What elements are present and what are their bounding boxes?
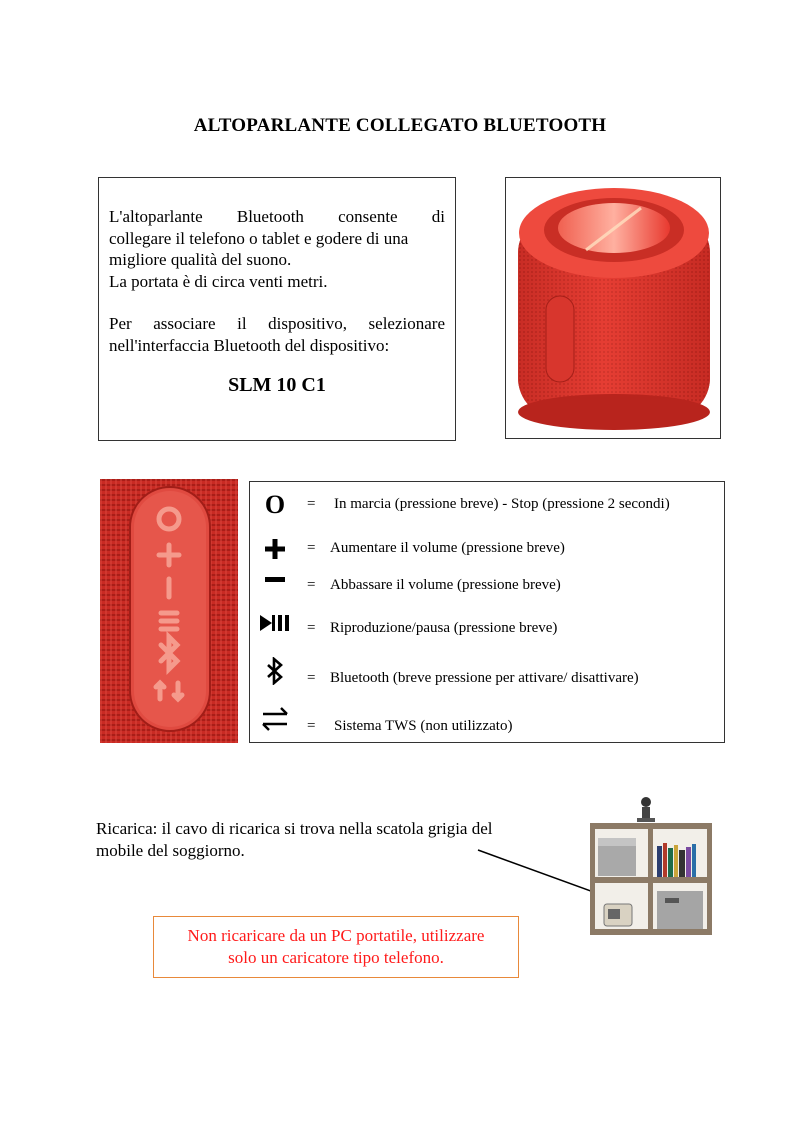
legend-row-volume-down [250, 571, 724, 601]
speaker-image [506, 178, 720, 438]
plus-icon [258, 534, 292, 564]
legend-text: Sistema TWS (non utilizzato) [334, 718, 513, 734]
legend-text: Aumentare il volume (pressione breve) [330, 540, 565, 556]
speaker-photo [505, 177, 721, 439]
intro-line: collegare il telefono o tablet e godere di una [109, 228, 409, 248]
tws-icon [258, 704, 292, 734]
page-title: ALTOPARLANTE COLLEGATO BLUETOOTH [193, 115, 607, 136]
warning-box [153, 916, 519, 978]
recharge-line: Ricarica: il cavo di ricarica si trova nella scatola grigia del [96, 819, 493, 838]
warning-line: solo un caricatore tipo telefono. [228, 948, 444, 967]
legend-equals: = [307, 577, 316, 593]
legend-equals: = [307, 620, 316, 636]
description-box [98, 177, 456, 441]
intro-line: migliore qualità del suono. [109, 250, 292, 269]
legend-equals: = [307, 670, 316, 686]
furniture-photo [585, 788, 715, 938]
legend-row-power [250, 490, 724, 520]
legend-row-tws [250, 712, 724, 742]
intro-line: Per associare il dispositivo, selezionare [109, 314, 445, 333]
legend-equals: = [307, 718, 316, 734]
shelf-image [585, 788, 715, 938]
button-legend [249, 481, 725, 743]
recharge-line: mobile del soggiorno. [96, 841, 245, 860]
button-panel-photo [100, 479, 238, 743]
button-panel-image [100, 479, 238, 743]
legend-text: Abbassare il volume (pressione breve) [330, 577, 561, 593]
legend-text: Riproduzione/pausa (pressione breve) [330, 620, 558, 636]
warning-line: Non ricaricare da un PC portatile, utilizzare [187, 926, 485, 945]
play-pause-icon [258, 608, 292, 638]
legend-text: In marcia (pressione breve) - Stop (pressione 2 secondi) [334, 496, 670, 512]
legend-equals: = [307, 496, 316, 512]
legend-row-volume-up [250, 534, 724, 564]
legend-text: Bluetooth (breve pressione per attivare/ disattivare) [330, 670, 639, 686]
intro-line: La portata è di circa venti metri. [109, 271, 328, 291]
minus-icon [258, 565, 292, 595]
power-icon: O [264, 490, 286, 519]
intro-line: nell'interfaccia Bluetooth del dispositivo: [109, 335, 390, 355]
model-name: SLM 10 C1 [228, 374, 326, 396]
bluetooth-icon [258, 656, 292, 686]
legend-equals: = [307, 540, 316, 556]
intro-line: L'altoparlante Bluetooth consente di [109, 207, 445, 226]
legend-row-play-pause [250, 614, 724, 644]
legend-row-bluetooth [250, 664, 724, 694]
